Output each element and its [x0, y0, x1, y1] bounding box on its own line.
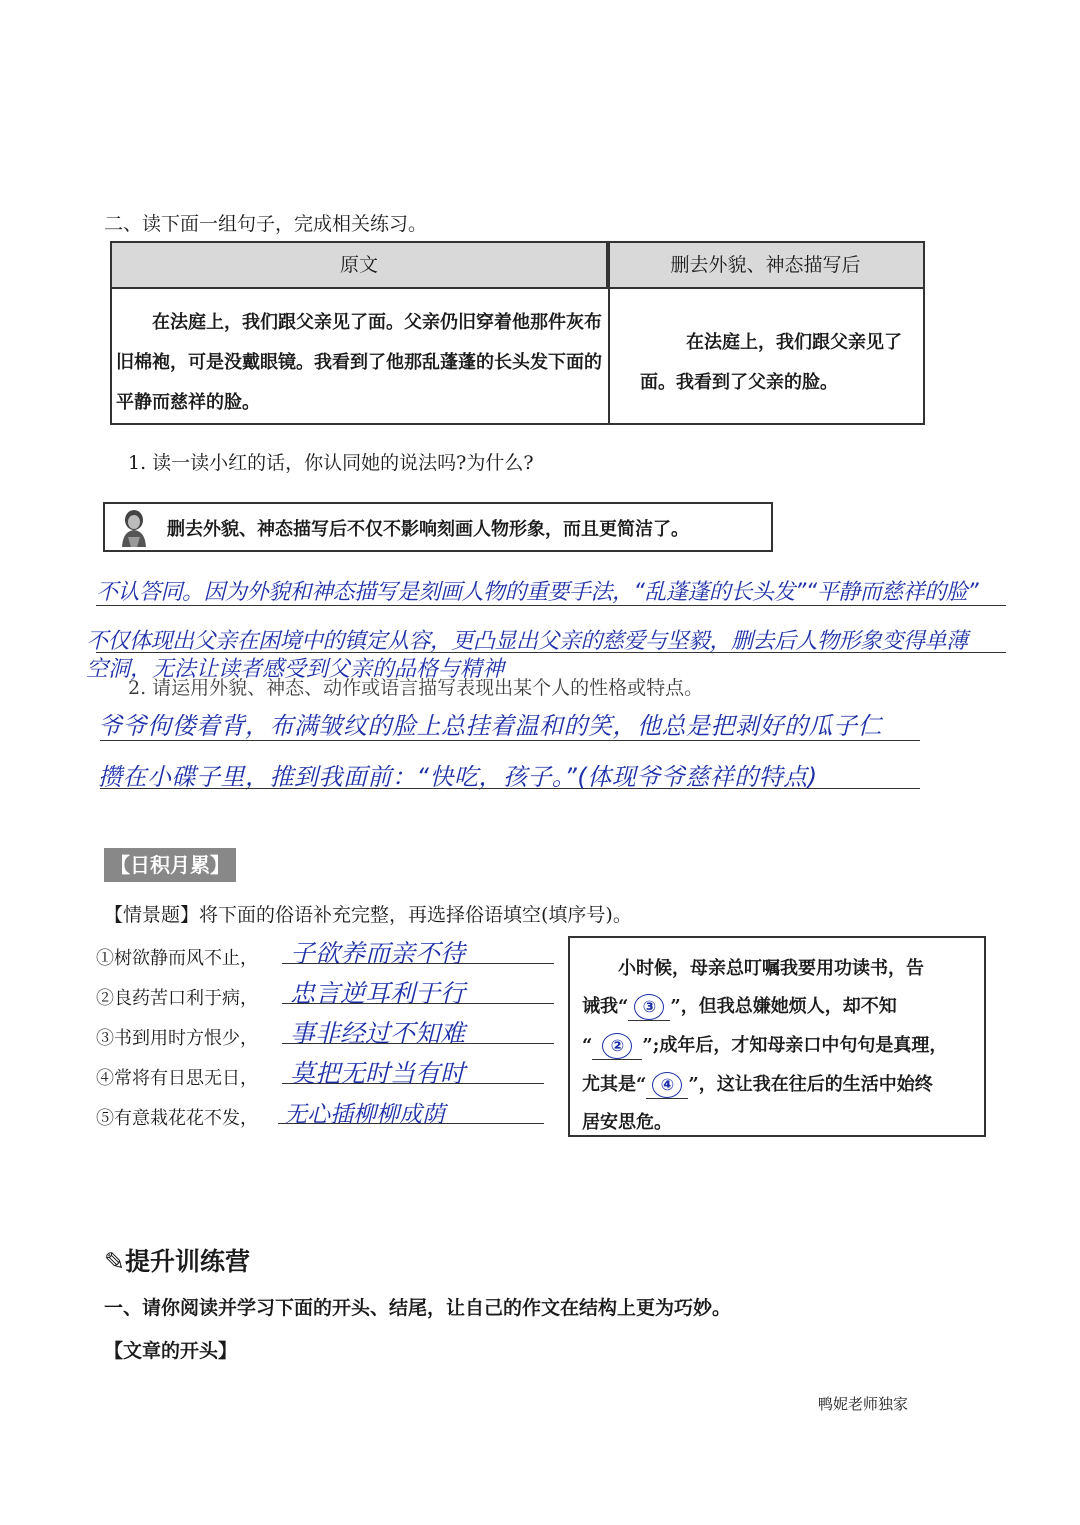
answer-2-rule-1 [100, 740, 920, 741]
training-title: ✎提升训练营 [104, 1247, 250, 1276]
scenario-line-5: 居安思危。 [582, 1112, 672, 1133]
proverb-1-rule [282, 963, 554, 964]
proverb-1-answer: 子欲养而亲不待 [290, 939, 466, 968]
proverb-4-answer: 莫把无时当有时 [290, 1059, 466, 1088]
scenario-line-4-b: ”，这让我在往后的生活中始终 [688, 1074, 933, 1095]
daily-banner: 【日积月累】 [104, 848, 236, 882]
proverb-3: ③书到用时方恨少， [96, 1028, 258, 1049]
training-item-1: 一、请你阅读并学习下面的开头、结尾，让自己的作文在结构上更为巧妙。 [104, 1297, 732, 1319]
girl-avatar-icon [119, 509, 149, 547]
blank-3-answer: ④ [652, 1072, 682, 1098]
answer-1-rule-2 [96, 652, 1006, 653]
blank-1 [628, 994, 670, 1021]
question-1: 1. 读一读小红的话，你认同她的说法吗?为什么? [128, 452, 534, 474]
answer-2-line-1: 爷爷佝偻着背，布满皱纹的脸上总挂着温和的笑，他总是把剥好的瓜子仁 [98, 712, 882, 740]
proverb-5-answer: 无心插柳柳成荫 [284, 1102, 445, 1128]
edited-text-cell: 在法庭上，我们跟父亲见了面。我看到了父亲的脸。 [640, 332, 902, 393]
scenario-line-4-a: 尤其是“ [582, 1074, 647, 1095]
proverb-2-answer: 忠言逆耳利于行 [290, 979, 466, 1008]
blank-2-answer: ② [602, 1033, 632, 1059]
proverb-5: ⑤有意栽花花不发， [96, 1108, 258, 1129]
blank-3 [646, 1072, 688, 1099]
blank-1-answer: ③ [634, 994, 664, 1020]
scenario-prompt: 【情景题】将下面的俗语补充完整，再选择俗语填空(填序号)。 [104, 904, 632, 926]
scenario-line-3-a: “ [582, 1035, 593, 1056]
header-edited-label: 删去外貌、神态描写后 [670, 254, 861, 276]
proverb-3-rule [282, 1043, 554, 1044]
scenario-box [568, 936, 986, 1137]
answer-1-line-3: 空洞，无法让读者感受到父亲的品格与精神 [86, 657, 505, 682]
section2-heading: 二、读下面一组句子，完成相关练习。 [104, 213, 428, 235]
watermark: 鸭妮老师独家 [818, 1395, 909, 1413]
original-text-cell: 在法庭上，我们跟父亲见了面。父亲仍旧穿着他那件灰布旧棉袍，可是没戴眼镜。我看到了他那乱蓬蓬的长头发下面的平静而慈祥的脸。 [116, 312, 602, 413]
answer-2-rule-2 [100, 788, 920, 789]
speech-text: 删去外貌、神态描写后不仅不影响刻画人物形象，而且更简洁了。 [167, 519, 689, 540]
comparison-table [110, 241, 925, 425]
question-2: 2. 请运用外貌、神态、动作或语言描写表现出某个人的性格或特点。 [128, 677, 704, 699]
proverb-4-rule [282, 1083, 544, 1084]
table-divider [608, 243, 610, 423]
answer-1-rule-1 [96, 605, 1006, 606]
scenario-line-1: 小时候，母亲总叮嘱我要用功读书，告 [618, 958, 924, 979]
proverb-5-rule [278, 1123, 544, 1124]
proverb-3-answer: 事非经过不知难 [290, 1019, 466, 1048]
proverb-1: ①树欲静而风不止， [96, 948, 258, 969]
proverb-2: ②良药苦口利于病， [96, 988, 258, 1009]
proverb-4: ④常将有日思无日， [96, 1068, 258, 1089]
blank-2 [592, 1033, 642, 1060]
scenario-line-2-a: 诫我“ [582, 996, 629, 1017]
answer-1-line-2: 不仅体现出父亲在困境中的镇定从容，更凸显出父亲的慈爱与坚毅，删去后人物形象变得单薄 [86, 629, 968, 654]
article-opening-heading: 【文章的开头】 [104, 1340, 238, 1362]
answer-1-line-1: 不认答同。因为外貌和神态描写是刻画人物的重要手法，“乱蓬蓬的长头发”“平静而慈祥的脸” [96, 580, 979, 605]
scenario-line-3-b: ”;成年后，才知母亲口中句句是真理， [642, 1035, 948, 1056]
proverb-2-rule [282, 1003, 554, 1004]
scenario-line-3 [582, 1031, 947, 1060]
speech-box [103, 502, 773, 552]
header-original-label: 原文 [339, 254, 378, 276]
scenario-line-2-b: ”，但我总嫌她烦人，却不知 [670, 996, 897, 1017]
table-header-original [112, 243, 608, 289]
table-header-edited [608, 243, 923, 289]
answer-2-line-2: 攒在小碟子里，推到我面前：“快吃，孩子。”(体现爷爷慈祥的特点) [98, 763, 818, 791]
scenario-line-2 [582, 992, 897, 1021]
scenario-line-4 [582, 1070, 933, 1099]
